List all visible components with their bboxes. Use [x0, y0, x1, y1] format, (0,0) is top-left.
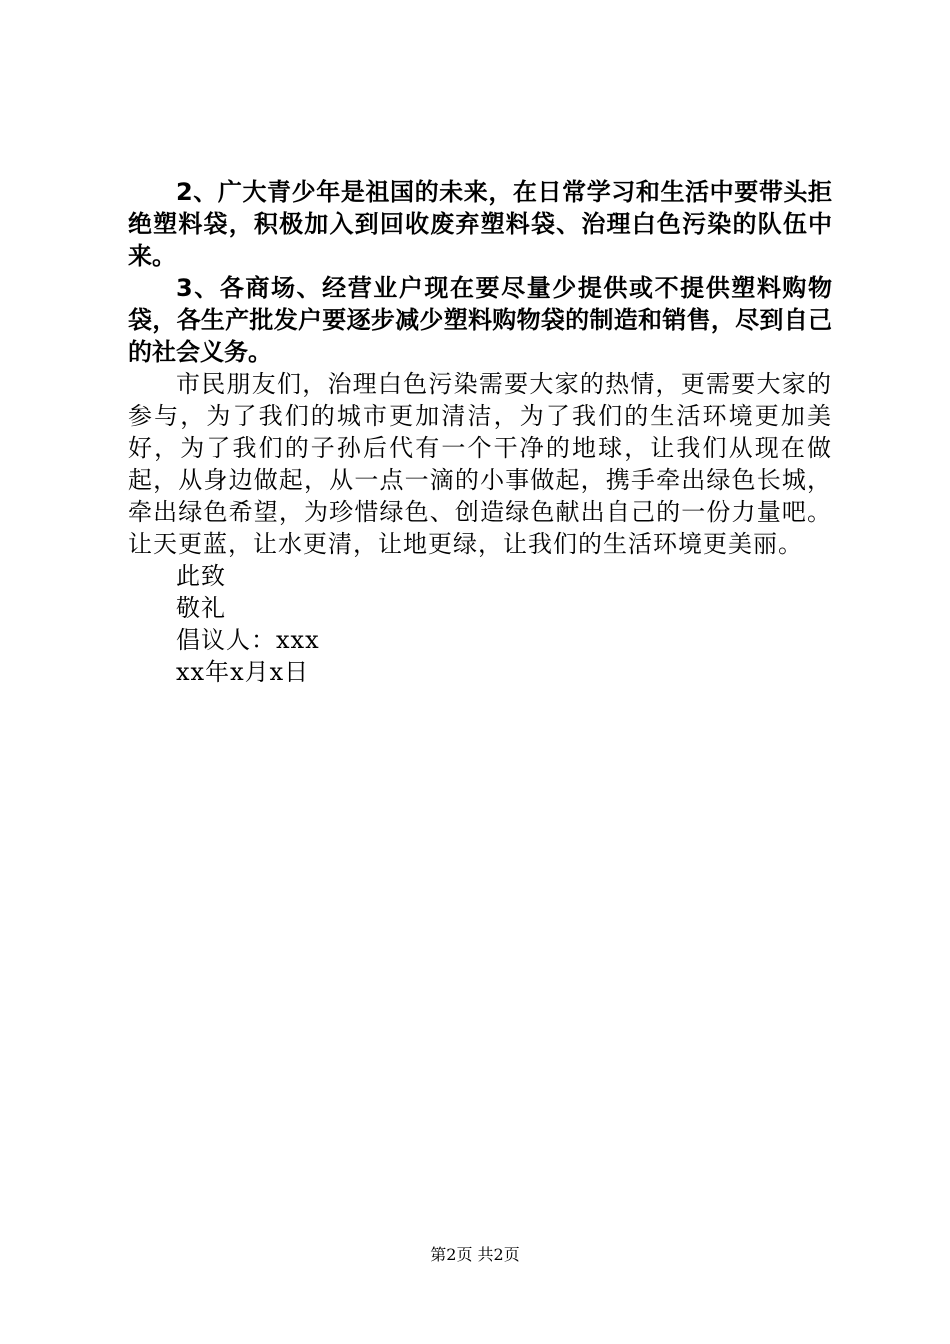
appeal-paragraph: 市民朋友们，治理白色污染需要大家的热情，更需要大家的参与，为了我们的城市更加清洁，为了我们的生活环境更加美好，为了我们的子孙后代有一个干净的地球，让我们从现在做起，从身边做起，从一点一滴的小事做起，携手牵出绿色长城，牵出绿色希望，为珍惜绿色、创造绿色献出自己的一份力量吧。让天更蓝，让水更清，让地更绿，让我们的生活环境更美丽。	[128, 370, 832, 558]
date-line: xx年x月x日	[176, 658, 310, 686]
document-body	[128, 176, 832, 688]
signer-line: 倡议人：xxx	[176, 626, 320, 654]
paragraph-item-3: 3、各商场、经营业户现在要尽量少提供或不提供塑料购物袋，各生产批发户要逐步减少塑料购物袋的制造和销售，尽到自己的社会义务。	[128, 274, 832, 366]
closing-line: 此致	[176, 562, 226, 590]
salute-line: 敬礼	[176, 594, 226, 622]
page-footer: 第2页 共2页	[430, 1245, 520, 1264]
paragraph-item-2: 2、广大青少年是祖国的未来，在日常学习和生活中要带头拒绝塑料袋，积极加入到回收废弃塑料袋、治理白色污染的队伍中来。	[128, 178, 832, 270]
